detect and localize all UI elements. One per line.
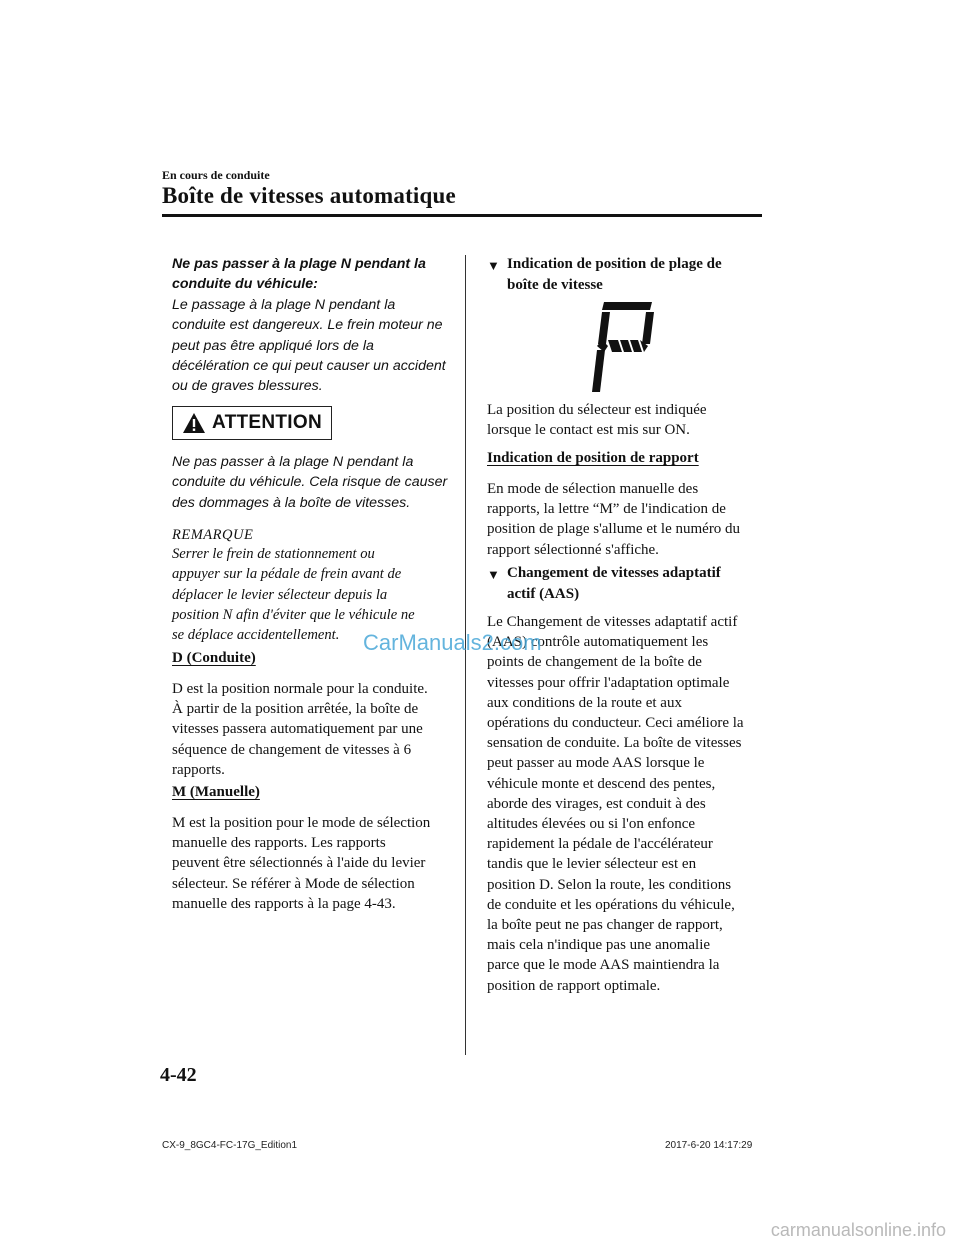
attention-label: ATTENTION (211, 412, 322, 433)
page-title: Boîte de vitesses automatique (162, 183, 456, 208)
attention-banner (172, 406, 332, 440)
gear-p-indicator-icon (588, 300, 660, 396)
note-title: REMARQUE (172, 527, 254, 543)
print-timestamp: 2017-6-20 14:17:29 (665, 1140, 753, 1151)
note-block (172, 527, 462, 645)
warning-heading: Ne pas passer à la plage N pendant la conduite du véhicule: (172, 256, 426, 293)
d-heading: D (Conduite) (172, 650, 256, 666)
gear-position-heading: Indication de position de rapport (487, 450, 699, 466)
gear-position-section (487, 450, 767, 560)
site-watermark: carmanualsonline.info (770, 1220, 946, 1240)
aas-text: Le Changement de vitesses adaptatif actif (AAS) contrôle automatiquement les points de changement de la boîte de vitesses pour offrir l'adaptation optimale aux conditions de la route et aux opérations du conducteur. Ceci améliore la sensation de conduite. La boîte de vitesses peut passer au mode AAS lorsque le véhicule monte et descend des pentes, aborde des virages, est conduit à des altitudes élevées ou si l'on enfonce rapidement la pédale de l'accélérateur tandis que le levier sélecteur est en position D. Selon la route, les conditions de conduite et les opérations du véhicule, la boîte peut ne pas changer de rapport, mais cela n'indique pas une anomalie parce que le mode AAS maintiendra la position de rapport optimale. (487, 614, 744, 994)
title-rule (162, 214, 762, 217)
d-text: D est la position normale pour la conduite. À partir de la position arrêtée, la boîte de vitesses passera automatiquement par une séquence de changement de vitesses à 6 rapports. (172, 681, 428, 778)
warning-block (172, 254, 462, 397)
warning-text: Le passage à la plage N pendant la conduite est dangereux. Le frein moteur ne peut pas être appliqué lors de la décélération ce qui peut causer un accident ou de graves blessures. (172, 296, 446, 395)
note-text: Serrer le frein de stationnement ou appuyer sur la pédale de frein avant de déplacer le levier sélecteur depuis la position N afin d'éviter que le véhicule ne se déplace accidentellement. (172, 546, 415, 644)
section-label: En cours de conduite (162, 168, 270, 182)
page-number: 4-42 (160, 1064, 197, 1086)
m-heading: M (Manuelle) (172, 784, 260, 800)
section-triangle-icon: ▼ (487, 258, 500, 273)
indication-text: La position du sélecteur est indiquée lorsque le contact est mis sur ON. (487, 402, 707, 439)
indication-heading: ▼ Indication de position de plage de boîte de vitesse (487, 254, 767, 295)
d-section (172, 650, 462, 780)
watermark-overlay: CarManuals2.com (363, 630, 542, 655)
section-triangle-icon: ▼ (487, 567, 500, 582)
attention-text: Ne pas passer à la plage N pendant la conduite du véhicule. Cela risque de causer des dommages à la boîte de vitesses. (172, 454, 448, 511)
gear-position-text: En mode de sélection manuelle des rapports, la lettre “M” de l'indication de position de plage s'allume et le numéro du rapport sélectionné s'affiche. (487, 481, 741, 558)
m-text: M est la position pour le mode de sélection manuelle des rapports. Les rapports peuvent être sélectionnés à l'aide du levier sélecteur. Se référer à Mode de sélection manuelle des rapports à la page 4-43. (172, 815, 431, 912)
m-section (172, 784, 462, 914)
edition-label: CX-9_8GC4-FC-17G_Edition1 (162, 1140, 298, 1151)
aas-heading: ▼ Changement de vitesses adaptatif actif (AAS) (487, 563, 767, 604)
warning-triangle-icon (182, 412, 206, 434)
